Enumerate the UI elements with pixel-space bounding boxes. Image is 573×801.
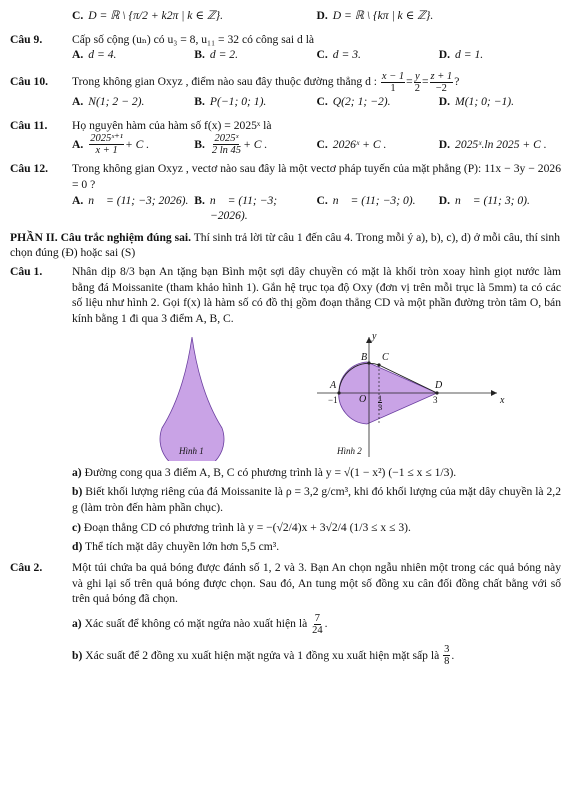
origin-label: O [359,393,367,405]
q9-option-c[interactable]: C. d = 3. [316,48,361,62]
fraction [381,71,405,94]
option-text: n⃗ = (11; −3; 0). [332,193,416,207]
question-12 [10,161,561,192]
option-text: Q(2; 1; −2). [332,94,391,108]
question-mark: ? [454,75,460,89]
figure-1-caption: Hình 1 [179,445,204,456]
sub-label: a) [72,617,82,631]
option-text: D = ℝ \ {kπ | k ∈ ℤ}. [332,9,434,22]
question-9 [10,32,561,48]
frac-num: z + 1 [430,70,453,82]
p2q1-part-c[interactable] [72,520,561,536]
q8-options [72,8,561,24]
axis-label-y: y [372,330,377,342]
fraction [89,133,124,156]
q11-option-d[interactable]: D. 2025ˣ.ln 2025 + C . [438,137,547,151]
frac-den: 2 ln 45 [211,145,242,157]
question-text: Cấp số cộng (uₙ) có u₃ = 8, u₁₁ = 32 có công sai d là [72,32,315,46]
option-text: M(1; 0; −1). [455,94,515,108]
frac-den: 1 [390,82,396,94]
frac-den: 3 [378,402,383,413]
frac-den: x + 1 [95,145,118,157]
section-intro: Thí sinh trả lời từ câu 1 đến câu 4. Trong mỗi ý a), b), c), d) ở mỗi câu, thí sinh chọn đúng (Đ) hoặc sai (S) [10,230,561,260]
option-letter: C. [72,9,84,22]
sub-label: a) [72,465,82,479]
tick-label-3: 3 [433,394,438,405]
sub-label: b) [72,648,83,662]
p2q1-part-b[interactable] [72,484,561,515]
point-label-b: B [361,351,368,363]
frac-num: 3 [444,643,450,655]
question-label: Câu 10. [10,75,49,89]
frac-num: y [415,70,420,82]
p2q1-part-a[interactable] [72,465,561,481]
q8-option-d[interactable] [317,8,562,24]
fraction [311,613,324,636]
fraction [211,133,242,156]
q10-option-a[interactable]: A. N(1; 2 − 2). [72,94,145,108]
question-label: Câu 1. [10,265,43,279]
question-label: Câu 2. [10,560,43,574]
coordinate-figure [317,337,497,457]
option-text: n⃗ = (11; 3; 0). [455,193,530,207]
q8-option-c[interactable] [72,8,317,24]
q9-option-d[interactable]: D. d = 1. [438,48,484,62]
question-label: Câu 9. [10,32,43,46]
question-text: Nhân dịp 8/3 bạn An tặng bạn Bình một sợi dây chuyền có mặt là khối tròn xoay hình giọt nước làm bằng đá Moissanite (tham khảo hình 1). Gắn hệ trục tọa độ Oxy (đơn vị trên mỗi trục là 5mm) ta có các số liệu như hình 2. Gọi f(x) là hàm số có đồ thị gồm đoạn thẳng CD và một phần đường tròn tâm O, bán kính bằng 1 đi qua 3 điểm A, B, C. [72,265,561,326]
figures-svg [72,333,542,461]
part2-question-1 [10,264,561,327]
question-11 [10,118,561,134]
question-text: Trong không gian Oxyz , vectơ nào sau đây là một vectơ pháp tuyến của mặt phẳng (P): 11x − 3y − 2026 = 0 ? [72,162,561,191]
droplet-figure [160,337,224,461]
p2q1-part-d[interactable] [72,539,561,555]
part-2-header [10,230,561,261]
q12-option-a[interactable]: A. n⃗ = (11; −3; 2026). [72,193,189,207]
q10-option-d[interactable]: D. M(1; 0; −1). [438,94,515,108]
sub-text: Thể tích mặt dây chuyền lớn hơn 5,5 cm³. [85,540,280,554]
q10-option-b[interactable]: B. P(−1; 0; 1). [194,94,267,108]
figures [72,330,561,461]
q12-options [72,193,561,224]
sub-text: Đoạn thẳng CD có phương trình là y = −(√2/4)x + 3√2/4 (1/3 ≤ x ≤ 3). [83,520,411,534]
sub-text: Xác suất để 2 đồng xu xuất hiện mặt ngửa và 1 đồng xu xuất hiện mặt sấp là [85,648,440,662]
sub-tail: . [324,617,328,631]
sub-label: c) [72,520,82,534]
part2-question-2 [10,560,561,607]
q11-option-b[interactable]: B. $\frac{\text{2025ˣ}}{2 \ln 45}$ + C . [194,133,268,157]
point-label-c: C [382,351,389,363]
point-label-d: D [435,379,443,391]
axis-label-x: x [500,394,505,406]
option-tail: + C . [243,137,268,151]
q12-option-d[interactable]: D. n⃗ = (11; 3; 0). [438,193,530,207]
frac-den: 24 [312,624,323,636]
question-text: Họ nguyên hàm của hàm số f(x) = 2025ˣ là [72,118,272,132]
frac-num: 7 [314,612,320,624]
option-text: D = ℝ \ {π/2 + k2π | k ∈ ℤ}. [88,9,223,22]
question-label: Câu 11. [10,118,48,132]
tick-label-minus-1: −1 [328,394,338,405]
option-text: n⃗ = (11; −3; −2026). [209,193,278,223]
frac-num: 2025ˣ [214,133,239,145]
frac-den: 2 [414,82,420,94]
frac-num: 1 [378,392,383,403]
option-text: d = 1. [455,48,484,62]
option-text: d = 3. [332,48,361,62]
q12-option-c[interactable]: C. n⃗ = (11; −3; 0). [316,193,416,207]
option-text: n⃗ = (11; −3; 2026). [88,193,189,207]
frac-num: x − 1 [381,70,405,82]
figure-2-caption: Hình 2 [337,445,362,456]
sub-text: Xác suất để không có mặt ngửa nào xuất hiện là [84,617,308,631]
sub-label: b) [72,485,83,499]
option-text: N(1; 2 − 2). [88,94,145,108]
q10-option-c[interactable]: C. Q(2; 1; −2). [316,94,391,108]
option-text: 2025ˣ.ln 2025 + C . [455,137,547,151]
option-text: P(−1; 0; 1). [209,94,267,108]
question-text-before: Trong không gian Oxyz , điểm nào sau đây thuộc đường thẳng d : [72,75,378,89]
q12-option-b[interactable]: B. n⃗ = (11; −3; −2026). [194,193,316,224]
option-letter: D. [316,9,328,22]
option-text: d = 2. [209,48,239,62]
option-text: d = 4. [88,48,117,62]
point-label-a: A [330,379,337,391]
q11-options [72,133,561,156]
option-tail: + C . [124,137,150,151]
q9-option-b[interactable]: B. d = 2. [194,48,239,62]
option-text: 2026ˣ + C . [332,137,387,151]
frac-den: 8 [444,655,450,667]
q11-option-c[interactable]: C. 2026ˣ + C . [316,137,387,151]
q10-options [72,94,561,110]
section-title: PHẦN II. Câu trắc nghiệm đúng sai. [10,230,192,244]
frac-den: −2 [435,82,447,94]
question-text: Một túi chứa ba quả bóng được đánh số 1, 2 và 3. Bạn An chọn ngẫu nhiên một trong các quả bóng này và ghi lại số trên quả bóng được chọn. Sau đó, An tung một số đồng xu cân đối đồng chất bằng với số trên quả bóng đã chọn. [72,560,561,606]
p2q2-part-b[interactable] [72,644,561,667]
question-text: Trong không gian Oxyz , điểm nào sau đây thuộc đường thẳng d : $\frac{x - 1}{1}$ = $\frac{y}{2}$ = $\frac{z + 1}{-2}$ ? [72,70,460,94]
frac-num: 2025ˣ⁺¹ [90,133,123,145]
fraction [414,71,421,94]
tick-label-one-third [378,394,382,412]
q9-options [72,47,561,63]
sub-text: Đường cong qua 3 điểm A, B, C có phương trình là y = √(1 − x²) (−1 ≤ x ≤ 1/3). [84,465,457,479]
sub-label: d) [72,540,83,554]
q9-option-a[interactable]: A. d = 4. [72,48,117,62]
p2q2-part-a[interactable] [72,613,561,636]
sub-tail: . [451,648,455,662]
question-label: Câu 12. [10,162,49,176]
sub-text: Biết khối lượng riêng của đá Moissanite là ρ = 3,2 g/cm³, khi đó khối lượng của mặt dây chuyền là 2,2 g (làm tròn đến hàm phần chục). [72,485,561,514]
q11-option-a[interactable]: A. $\frac{\text{2025ˣ⁺¹}}{x + 1}$ + C . [72,133,150,157]
question-10 [10,71,561,94]
fraction [443,644,450,667]
fraction [430,71,454,94]
